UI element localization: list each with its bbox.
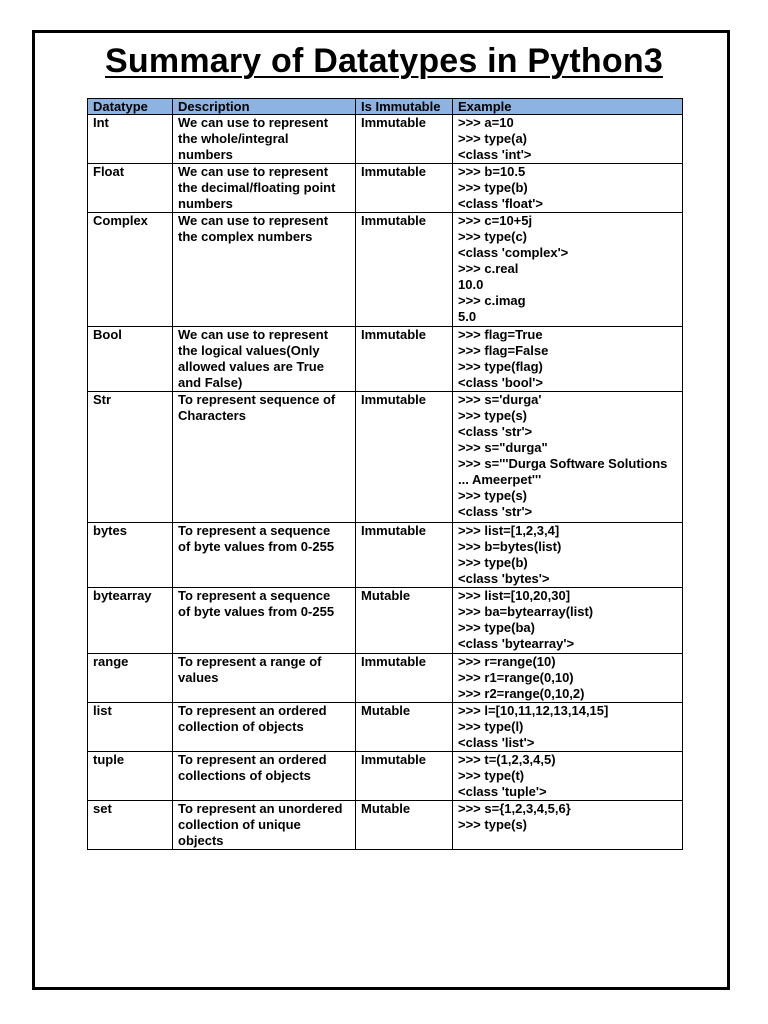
cell-datatype	[88, 213, 173, 327]
description-line: collection of objects	[178, 719, 304, 734]
cell-example	[453, 523, 683, 588]
header-is-immutable: Is Immutable	[356, 99, 453, 115]
example-line: >>> list=[10,20,30]	[458, 588, 571, 603]
description-line: values	[178, 670, 219, 685]
page-title: Summary of Datatypes in Python3	[105, 42, 663, 80]
datatype-name: Str	[93, 392, 112, 407]
example-line: <class 'str'>	[458, 424, 533, 439]
mutability-value: Immutable	[361, 654, 427, 669]
cell-is-immutable	[356, 801, 453, 850]
example-line: <class 'bytearray'>	[458, 636, 575, 651]
description-line: We can use to represent	[178, 327, 329, 342]
table-row	[88, 752, 683, 801]
mutability-value: Mutable	[361, 588, 411, 603]
description-line: To represent a sequence	[178, 523, 331, 538]
example-line: >>> flag=False	[458, 343, 549, 358]
description-line: To represent an unordered	[178, 801, 343, 816]
table-header-row	[88, 99, 683, 115]
example-line: >>> c.real	[458, 261, 519, 276]
cell-is-immutable	[356, 752, 453, 801]
example-line: >>> list=[1,2,3,4]	[458, 523, 560, 538]
example-line: >>> type(s)	[458, 817, 528, 832]
cell-example	[453, 164, 683, 213]
example-line: >>> type(c)	[458, 229, 528, 244]
table-body	[88, 115, 683, 850]
example-line: <class 'float'>	[458, 196, 543, 211]
table-row	[88, 392, 683, 523]
datatype-name: Complex	[93, 213, 148, 228]
cell-example	[453, 115, 683, 164]
description-line: numbers	[178, 147, 233, 162]
description-line: collections of objects	[178, 768, 311, 783]
cell-description	[173, 752, 356, 801]
cell-description	[173, 392, 356, 523]
cell-is-immutable	[356, 115, 453, 164]
example-line: >>> type(b)	[458, 555, 528, 570]
example-line: >>> type(flag)	[458, 359, 543, 374]
cell-is-immutable	[356, 703, 453, 752]
cell-datatype	[88, 164, 173, 213]
cell-is-immutable	[356, 327, 453, 392]
description-line: To represent an ordered	[178, 703, 327, 718]
description-line: collection of unique	[178, 817, 301, 832]
mutability-value: Mutable	[361, 801, 411, 816]
cell-example	[453, 654, 683, 703]
example-line: 10.0	[458, 277, 484, 292]
mutability-value: Immutable	[361, 392, 427, 407]
table-row	[88, 213, 683, 327]
example-line: >>> r1=range(0,10)	[458, 670, 574, 685]
example-line: >>> type(ba)	[458, 620, 535, 635]
cell-datatype	[88, 752, 173, 801]
example-line: <class 'str'>	[458, 504, 533, 519]
table-row	[88, 801, 683, 850]
description-line: allowed values are True	[178, 359, 324, 374]
example-line: <class 'bytes'>	[458, 571, 550, 586]
cell-description	[173, 703, 356, 752]
example-line: >>> type(t)	[458, 768, 525, 783]
cell-datatype	[88, 115, 173, 164]
mutability-value: Immutable	[361, 523, 427, 538]
mutability-value: Immutable	[361, 752, 427, 767]
description-line: We can use to represent	[178, 115, 329, 130]
description-line: numbers	[178, 196, 233, 211]
example-line: >>> s="durga"	[458, 440, 548, 455]
datatypes-table	[87, 98, 683, 850]
cell-description	[173, 523, 356, 588]
table-row	[88, 115, 683, 164]
datatype-name: bytearray	[93, 588, 152, 603]
mutability-value: Immutable	[361, 164, 427, 179]
cell-is-immutable	[356, 392, 453, 523]
example-line: >>> type(s)	[458, 408, 528, 423]
mutability-value: Immutable	[361, 115, 427, 130]
example-line: >>> type(l)	[458, 719, 524, 734]
example-line: >>> a=10	[458, 115, 514, 130]
example-line: 5.0	[458, 309, 477, 324]
datatype-name: Bool	[93, 327, 122, 342]
cell-example	[453, 703, 683, 752]
example-line: >>> r=range(10)	[458, 654, 556, 669]
mutability-value: Immutable	[361, 213, 427, 228]
mutability-value: Immutable	[361, 327, 427, 342]
table-row	[88, 654, 683, 703]
example-line: <class 'complex'>	[458, 245, 569, 260]
description-line: To represent an ordered	[178, 752, 327, 767]
cell-example	[453, 213, 683, 327]
header-example: Example	[453, 99, 683, 115]
description-line: To represent a sequence	[178, 588, 331, 603]
cell-description	[173, 164, 356, 213]
example-line: >>> c.imag	[458, 293, 526, 308]
description-line: We can use to represent	[178, 164, 329, 179]
cell-description	[173, 801, 356, 850]
example-line: <class 'bool'>	[458, 375, 543, 390]
cell-example	[453, 801, 683, 850]
example-line: ... Ameerpet'''	[458, 472, 542, 487]
cell-description	[173, 213, 356, 327]
description-line: the whole/integral	[178, 131, 289, 146]
cell-example	[453, 327, 683, 392]
description-line: We can use to represent	[178, 213, 329, 228]
header-datatype: Datatype	[88, 99, 173, 115]
cell-is-immutable	[356, 523, 453, 588]
datatype-name: Int	[93, 115, 109, 130]
cell-datatype	[88, 588, 173, 654]
cell-description	[173, 588, 356, 654]
description-line: the complex numbers	[178, 229, 313, 244]
example-line: >>> b=10.5	[458, 164, 526, 179]
table-row	[88, 523, 683, 588]
example-line: >>> c=10+5j	[458, 213, 533, 228]
cell-datatype	[88, 801, 173, 850]
example-line: >>> s={1,2,3,4,5,6}	[458, 801, 571, 816]
example-line: <class 'tuple'>	[458, 784, 547, 799]
cell-is-immutable	[356, 588, 453, 654]
example-line: >>> r2=range(0,10,2)	[458, 686, 585, 701]
description-line: the decimal/floating point	[178, 180, 336, 195]
example-line: >>> type(s)	[458, 488, 528, 503]
cell-datatype	[88, 523, 173, 588]
cell-datatype	[88, 327, 173, 392]
datatype-name: bytes	[93, 523, 127, 538]
table-row	[88, 164, 683, 213]
example-line: <class 'int'>	[458, 147, 532, 162]
header-description: Description	[173, 99, 356, 115]
example-line: >>> t=(1,2,3,4,5)	[458, 752, 556, 767]
cell-datatype	[88, 703, 173, 752]
description-line: of byte values from 0-255	[178, 604, 335, 619]
description-line: To represent a range of	[178, 654, 322, 669]
example-line: >>> b=bytes(list)	[458, 539, 562, 554]
datatype-name: set	[93, 801, 112, 816]
cell-datatype	[88, 654, 173, 703]
description-line: Characters	[178, 408, 246, 423]
datatype-name: range	[93, 654, 129, 669]
cell-is-immutable	[356, 213, 453, 327]
table-row	[88, 327, 683, 392]
example-line: >>> type(b)	[458, 180, 528, 195]
table-row	[88, 588, 683, 654]
datatype-name: Float	[93, 164, 125, 179]
description-line: objects	[178, 833, 224, 848]
description-line: and False)	[178, 375, 243, 390]
example-line: >>> l=[10,11,12,13,14,15]	[458, 703, 609, 718]
cell-description	[173, 654, 356, 703]
cell-example	[453, 392, 683, 523]
description-line: of byte values from 0-255	[178, 539, 335, 554]
datatype-name: tuple	[93, 752, 125, 767]
cell-example	[453, 752, 683, 801]
cell-description	[173, 327, 356, 392]
description-line: the logical values(Only	[178, 343, 320, 358]
example-line: >>> flag=True	[458, 327, 543, 342]
datatype-name: list	[93, 703, 112, 718]
cell-datatype	[88, 392, 173, 523]
cell-is-immutable	[356, 654, 453, 703]
example-line: <class 'list'>	[458, 735, 535, 750]
description-line: To represent sequence of	[178, 392, 336, 407]
cell-example	[453, 588, 683, 654]
example-line: >>> s='''Durga Software Solutions	[458, 456, 668, 471]
cell-description	[173, 115, 356, 164]
cell-is-immutable	[356, 164, 453, 213]
example-line: >>> s='durga'	[458, 392, 542, 407]
example-line: >>> type(a)	[458, 131, 528, 146]
example-line: >>> ba=bytearray(list)	[458, 604, 594, 619]
table-row	[88, 703, 683, 752]
mutability-value: Mutable	[361, 703, 411, 718]
